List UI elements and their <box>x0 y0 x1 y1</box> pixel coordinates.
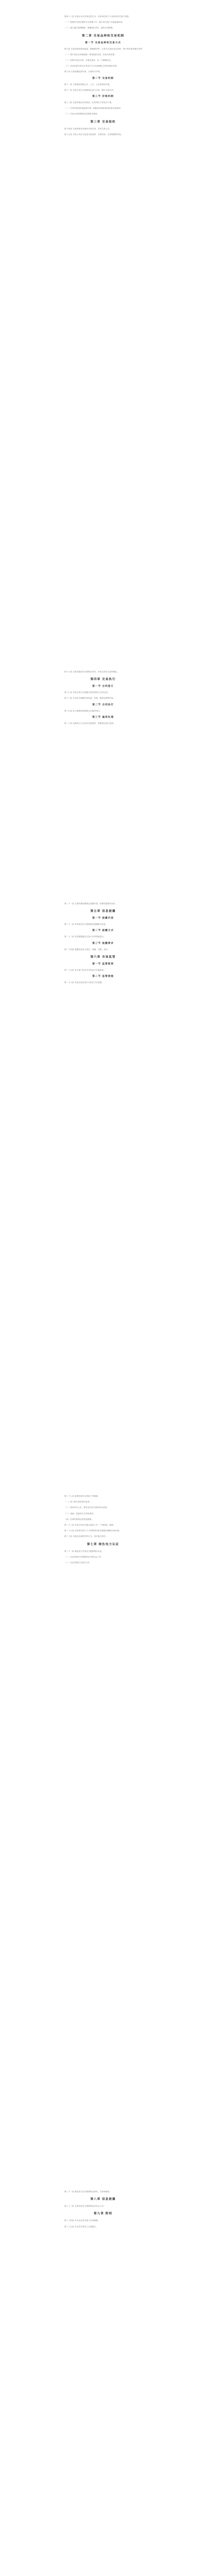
section-heading: 第一节 监管职责 <box>92 962 114 965</box>
article-paragraph: 第三十五条 本办法自发布之日起施行。 <box>64 2225 98 2228</box>
article-paragraph: 第三十三条 交易信息应当按照规定向社会公开。 <box>64 2205 106 2208</box>
section-heading: 第一节 交易品种和交易方式 <box>85 41 121 44</box>
section-heading: 第二节 披露方式 <box>92 929 114 933</box>
chapter-heading: 第六章 市场监管 <box>90 955 116 959</box>
article-paragraph: （一）认证机构应当按照规定开展认证工作； <box>64 1555 103 1558</box>
section-heading: 第三节 价格机制 <box>92 95 114 98</box>
article-paragraph: 第十九条 电力调度机构按照合同组织执行。 <box>64 709 102 712</box>
section-heading: 第二节 交易机制 <box>92 77 114 80</box>
article-paragraph: （一）进入相关场所进行检查； <box>64 1501 92 1503</box>
section-heading: 第三节 披露要求 <box>92 942 114 945</box>
document-section-b <box>61 670 145 727</box>
article-paragraph: 第十三条 交易价格由市场形成，任何单位不得非法干预。 <box>64 101 113 104</box>
document-section-c <box>61 902 145 986</box>
section-heading: 第二节 合同执行 <box>92 703 114 706</box>
article-paragraph: 第二十六条 对违反规定的行为依法予以处理。 <box>64 981 104 984</box>
article-paragraph: 第十八条 合同应当明确交易电量、价格、偏差处理等内容。 <box>64 697 115 700</box>
chapter-heading: 第五章 信息披露 <box>90 910 116 913</box>
section-heading: 第一节 披露内容 <box>92 917 114 920</box>
article-paragraph: 第十四条 交易机构负责组织开展交易，发布交易公告。 <box>64 127 112 130</box>
article-paragraph: 第二十五条 有关部门依法对市场运行实施监管。 <box>64 969 106 971</box>
article-paragraph: 第十条 交易周期包括年度、月度和月内等。 <box>64 71 102 73</box>
section-heading: 第二节 监管措施 <box>92 975 114 978</box>
chapter-heading: 第九章 附则 <box>94 2212 112 2216</box>
article-paragraph: 第二十二条 市场成员应当按照规定披露相关信息。 <box>64 923 108 926</box>
article-paragraph: 第二十八条 市场主体应当配合监管工作，不得拒绝、阻碍。 <box>64 1524 115 1527</box>
chapter-heading: 第二章 交易品种和交易机制 <box>81 34 125 38</box>
section-heading: 第三节 偏差处理 <box>92 716 114 719</box>
article-paragraph: 第三十一条 绿色电力交易应当提供相应认证。 <box>64 1550 104 1552</box>
article-paragraph: 第二十条 实际执行与合同存在偏差的，按照规定进行处理。 <box>64 722 115 724</box>
article-paragraph: 第九条 交易品种包括电能量、辅助服务等，交易方式包括双边协商、集中竞价和挂牌交易等。 <box>64 47 144 50</box>
article-paragraph: 第二十三条 信息披露通过交易平台等渠道进行。 <box>64 936 106 938</box>
chapter-heading: 第四章 交易执行 <box>90 678 116 682</box>
article-paragraph: 第二十四条 披露信息应当真实、准确、完整、及时。 <box>64 948 110 951</box>
article-paragraph: （一）交易价格包括电能量价格、输配电价格和政府性基金及附加； <box>64 107 123 110</box>
article-paragraph: 第四十八条 对违反本办法规定的行为，任何单位和个人有权向有关部门举报。 <box>64 15 131 18</box>
article-paragraph: （一）集中竞价交易按照统一规则组织出清，形成交易结果； <box>64 53 117 56</box>
document-section-d <box>61 1494 145 1566</box>
section-heading: 第一节 合同签订 <box>92 685 114 688</box>
article-paragraph: 第十五条 交易公告应当包括交易品种、交易时间、交易规模等内容。 <box>64 133 123 135</box>
article-paragraph: 第二十七条 监管机构可以采取下列措施： <box>64 1495 100 1497</box>
article-paragraph: 第十六条 交易结果经安全校核后发布，市场主体应当及时确认。 <box>64 671 119 673</box>
article-paragraph: 第十七条 市场主体应当根据交易结果签订交易合同。 <box>64 691 110 694</box>
article-paragraph: （四）法律法规规定的其他措施。 <box>64 1518 94 1520</box>
article-paragraph: （三）双边协商交易由交易双方自主协商确定交易电量和价格。 <box>64 65 118 67</box>
article-paragraph: （一）按照有关规定做好安全管理工作，配合有关部门开展监督检查； <box>64 21 125 24</box>
chapter-heading: 第七章 绿色电力认证 <box>87 1543 119 1546</box>
article-paragraph: 第三十条 对扰乱市场秩序的行为，依法追究责任。 <box>64 1535 108 1538</box>
article-paragraph: （二）建立健全管理制度，明确岗位责任，落实各项措施； <box>64 27 115 29</box>
chapter-heading: 第八章 信息披露 <box>90 2198 116 2201</box>
article-paragraph: 第二十九条 任何单位和个人不得利用市场支配地位操纵市场价格。 <box>64 1530 121 1532</box>
article-paragraph: （二）询问有关人员，要求其对有关事项作出说明； <box>64 1506 109 1509</box>
article-paragraph: 第二十一条 交易结算按照规定周期开展，结算结果按时发布。 <box>64 903 117 905</box>
article-paragraph: （二）挂牌交易由交易一方提出需求，另一方摘牌成交； <box>64 59 113 62</box>
article-paragraph: 第十二条 市场主体应当按照规定参与交易，履行交易合同。 <box>64 89 115 91</box>
chapter-heading: 第三章 交易组织 <box>90 120 116 124</box>
article-paragraph: （二）市场主体按照规定结算相关费用。 <box>64 113 99 115</box>
document-section-a <box>61 14 145 138</box>
article-paragraph: （三）查阅、复制有关文件和资料； <box>64 1512 95 1515</box>
document-section-e <box>61 2190 145 2230</box>
article-paragraph: 第十一条 交易组织按照公开、公平、公正的原则开展。 <box>64 83 112 86</box>
article-paragraph: 第三十二条 绿色电力证书按照规定核发、交易和使用。 <box>64 2191 112 2193</box>
article-paragraph: 第三十四条 本办法由有关部门负责解释。 <box>64 2219 100 2222</box>
article-paragraph: （二）认证结果应当及时公布。 <box>64 1562 92 1564</box>
